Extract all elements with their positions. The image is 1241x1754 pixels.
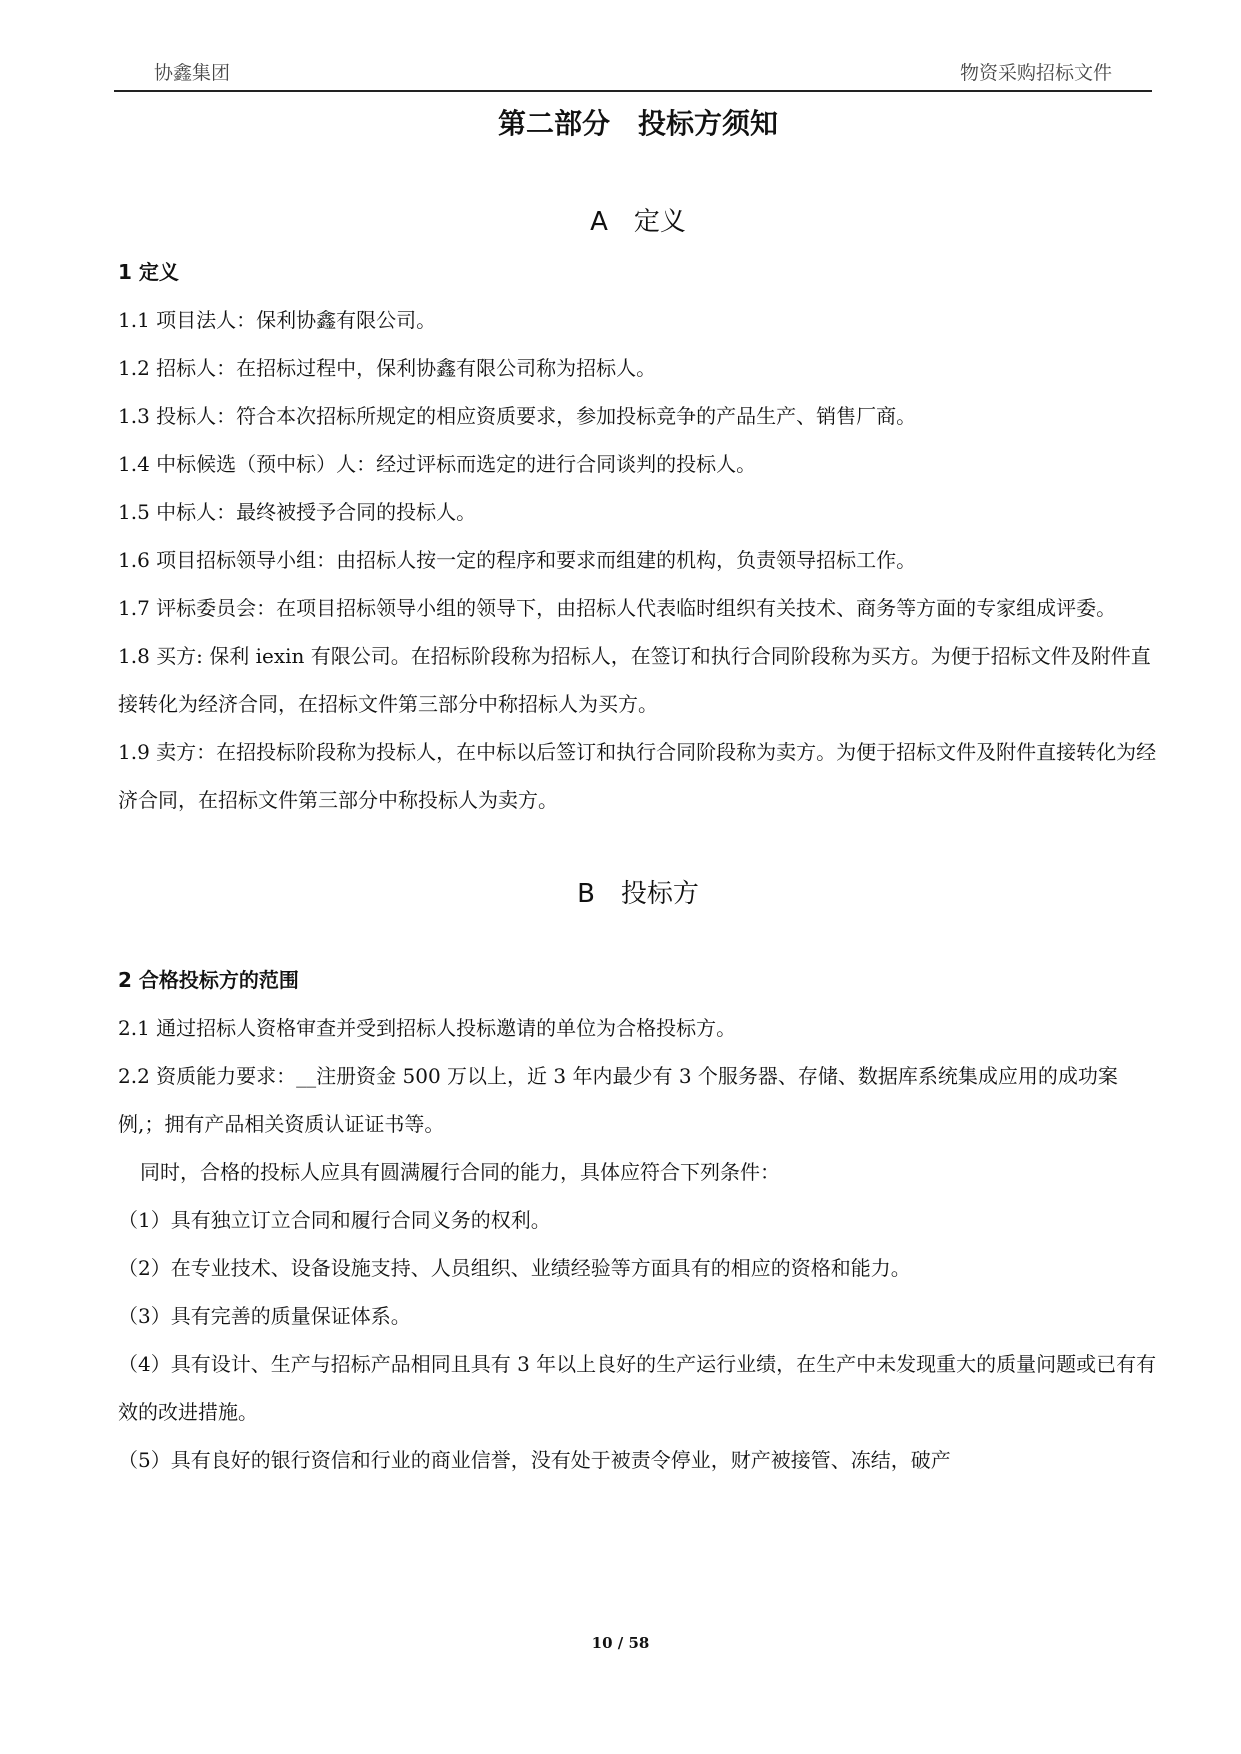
- definition-item: 1.2 招标人：在招标过程中，保利协鑫有限公司称为招标人。: [118, 356, 657, 380]
- condition-item: （1）具有独立订立合同和履行合同义务的权利。: [118, 1208, 551, 1232]
- header-doc-title: 物资采购招标文件: [959, 62, 1112, 84]
- scope-paragraph: 2.1 通过招标人资格审查并受到招标人投标邀请的单位为合格投标方。: [118, 1016, 737, 1040]
- definition-item: 1.3 投标人：符合本次招标所规定的相应资质要求，参加投标竞争的产品生产、销售厂商。: [118, 404, 917, 428]
- condition-item: （5）具有良好的银行资信和行业的商业信誉，没有处于被责令停业，财产被接管、冻结，破产: [118, 1448, 951, 1472]
- definition-item: 1.4 中标候选（预中标）人：经过评标而选定的进行合同谈判的投标人。: [118, 452, 757, 476]
- header-company: 协鑫集团: [154, 62, 231, 84]
- spacer: [118, 824, 1158, 872]
- definition-item: 1.1 项目法人：保利协鑫有限公司。: [118, 308, 437, 332]
- section-b-title: [118, 872, 1158, 916]
- part-title: 第二部分 投标方须知: [497, 107, 778, 140]
- definition-item: 1.6 项目招标领导小组：由招标人按一定的程序和要求而组建的机构，负责领导招标工作。: [118, 548, 917, 572]
- document-body: [118, 96, 1158, 1484]
- condition-item: （4）具有设计、生产与招标产品相同且具有 3 年以上良好的生产运行业绩，在生产中未发现重大的质量问题或已有有效的改进措施。: [118, 1352, 1157, 1424]
- definition-item: 1.9 卖方：在招投标阶段称为投标人，在中标以后签订和执行合同阶段称为卖方。为便于招标文件及附件直接转化为经济合同，在招标文件第三部分中称投标人为卖方。: [118, 740, 1157, 812]
- condition-item: （3）具有完善的质量保证体系。: [118, 1304, 411, 1328]
- section-a-label: 定义: [633, 207, 686, 237]
- definitions-heading: 1 定义: [118, 260, 179, 284]
- section-a-letter: A: [590, 207, 608, 237]
- page-header: [114, 52, 1152, 92]
- definition-item: 1.5 中标人：最终被授予合同的投标人。: [118, 500, 477, 524]
- section-b-label: 投标方: [620, 879, 699, 909]
- scope-paragraph: 2.2 资质能力要求：__注册资金 500 万以上，近 3 年内最少有 3 个服务器、存储、数据库系统集成应用的成功案例,；拥有产品相关资质认证证书等。: [118, 1064, 1118, 1136]
- scope-paragraph: 同时，合格的投标人应具有圆满履行合同的能力，具体应符合下列条件：: [140, 1160, 780, 1184]
- definition-item: 1.8 买方: 保利 iexin 有限公司。在招标阶段称为招标人，在签订和执行合同阶段称为买方。为便于招标文件及附件直接转化为经济合同，在招标文件第三部分中称招标人为买方。: [118, 644, 1151, 716]
- section-b-letter: B: [577, 879, 595, 909]
- definition-item: 1.7 评标委员会：在项目招标领导小组的领导下，由招标人代表临时组织有关技术、商务等方面的专家组成评委。: [118, 596, 1117, 620]
- scope-heading: 2 合格投标方的范围: [118, 968, 299, 992]
- page-number: 10 / 58: [591, 1634, 650, 1652]
- spacer: [118, 920, 1158, 956]
- section-a-title: [118, 200, 1158, 244]
- condition-item: （2）在专业技术、设备设施支持、人员组织、业绩经验等方面具有的相应的资格和能力。: [118, 1256, 911, 1280]
